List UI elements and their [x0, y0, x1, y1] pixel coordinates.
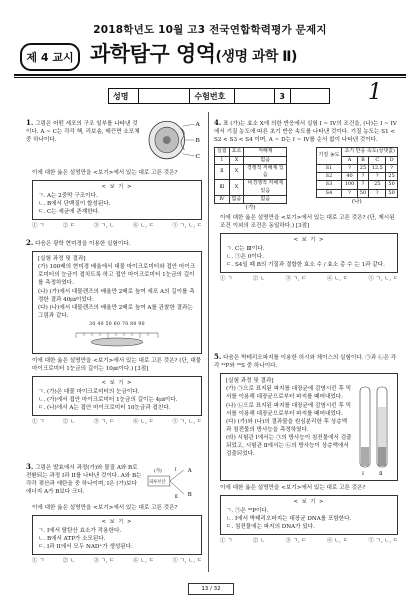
cell: 50	[386, 181, 398, 189]
choice-1[interactable]: ① ㄱ	[220, 538, 233, 545]
label-c: C	[195, 152, 200, 160]
q5-box-head: < 보 기 >	[293, 499, 325, 506]
cell: 비경쟁적 저해제 있음	[244, 180, 287, 196]
micrometer-figure	[38, 322, 196, 350]
cell: 없음	[229, 195, 244, 203]
choice-4[interactable]: ④ ㄴ, ㄷ	[326, 276, 348, 283]
diagram-a: A	[188, 468, 193, 475]
cell: ?	[357, 173, 369, 181]
diagram-pyruvate: 피루브산	[149, 479, 166, 485]
cell: ?	[386, 164, 398, 172]
top-rule	[14, 74, 406, 76]
choice-2[interactable]: ② ㄴ	[62, 418, 76, 425]
q3-options-box	[32, 515, 202, 555]
candidate-info-bar	[108, 88, 330, 104]
tube-ii-label: Ⅱ	[379, 471, 383, 478]
col-header: 실험	[215, 148, 230, 156]
column-divider	[208, 112, 209, 572]
cell: 없음	[244, 195, 287, 203]
q4-options-box	[220, 233, 398, 273]
choice-4[interactable]: ④ ㄴ, ㄷ	[132, 418, 154, 425]
col-header-top: 초기 반응 속도(상댓값)	[342, 148, 398, 156]
table-b	[316, 147, 398, 198]
q4-text: 표 (가)는 효소 X에 의한 반응에서 실험 I ~ IV의 조건을, (나)는 I ~ IV에서 기질 농도에 따른 초기 반응 속도를 나타낸 것이다. 기질 농도는 S1 < S2 < S3 < S4 이며, A ~ D는 I ~ IV를 순서 없이 나타낸 것이다.	[214, 121, 397, 144]
q1-options-box	[32, 180, 202, 220]
q1-ask: 이에 대한 옳은 설명만을 <보기>에서 있는 대로 고른 것은?	[32, 170, 178, 176]
cell: 없음	[244, 156, 287, 164]
q3-number: 3.	[26, 462, 34, 471]
cell: ?	[342, 164, 357, 172]
cell: 50	[386, 189, 398, 197]
choice-3[interactable]: ③ ㄱ, ㄷ	[93, 418, 115, 425]
cell: S2	[316, 173, 342, 181]
cell: Ⅰ	[215, 156, 230, 164]
q2-experiment-box	[32, 251, 202, 354]
q3-ask: 이에 대한 옳은 설명만을 <보기>에서 있는 대로 고른 것은?	[32, 505, 178, 511]
cell: 40	[342, 173, 357, 181]
q5-options-box	[220, 495, 398, 535]
q2-step-2: (나) (가)에서 대물렌즈의 배율만 2배로 높여 세포 A의 길이를 측정한 결과 40㎛이었다.	[38, 288, 195, 303]
q3-text: 그림은 발효에서 과정(가)와 물질 A와 B로 전환되는 과정 I과 II를 나타낸 것이다. A와 B는 각각 젖산과 에탄올 중 하나이며, I은 (가)보다 에너지 A가 B보다 크다.	[26, 465, 142, 496]
q4-item-3: ㄷ. S4일 때 B의 기질과 결합한 효소 수 / 효소 총 수 는 1과 같다.	[226, 262, 385, 269]
fermentation-diagram	[146, 462, 202, 502]
q5-exp-title: [실험 과정 및 결과]	[226, 378, 274, 385]
q2-text: 다음은 광학 현미경을 이용한 실험이다.	[35, 241, 131, 247]
q5-item-2: ㄴ. Ⅰ에서 박테리오파지는 대장균 DNA를 포함한다.	[226, 516, 352, 522]
cell: 25	[357, 164, 369, 172]
q5-step-1: (가) ㉠으로 표지된 파지를 대장균에 감염시킨 후 믹서를 이용해 대장균으로부터 파지를 떼어내었다.	[226, 386, 352, 401]
col-header: 기질 농도	[316, 148, 342, 165]
col-header: A	[342, 156, 357, 164]
q2-item-2: ㄴ. (가)에서 접안 마이크로미터 1눈금의 길이는 4㎛이다.	[38, 396, 178, 403]
choice-5[interactable]: ⑤ ㄱ, ㄴ, ㄷ	[172, 222, 202, 229]
choice-4[interactable]: ④ ㄴ, ㄷ	[326, 538, 348, 545]
cell: X	[229, 164, 244, 180]
exam-no-field[interactable]	[234, 88, 275, 104]
q5-choices	[214, 538, 398, 546]
q2-options-box	[32, 376, 202, 416]
cell: 25	[369, 181, 386, 189]
q1-box-head: < 보 기 >	[101, 184, 133, 191]
exam-no-rest[interactable]	[290, 88, 330, 104]
cell: ?	[369, 173, 386, 181]
q3-choices	[26, 558, 202, 566]
choice-5[interactable]: ⑤ ㄱ, ㄴ, ㄷ	[368, 538, 398, 545]
cell-structure-figure	[147, 118, 202, 166]
micrometer-scale: 30 40 50 60 70 80 90	[89, 322, 145, 328]
choice-3[interactable]: ③ ㄱ, ㄷ	[285, 538, 307, 545]
choice-2[interactable]: ② ㄴ	[62, 557, 76, 564]
q5-experiment-box	[220, 373, 398, 481]
choice-3[interactable]: ③ ㄱ, ㄴ	[93, 222, 115, 229]
exam-no-digit: 3	[274, 88, 290, 104]
choice-1[interactable]: ① ㄱ	[220, 276, 233, 283]
q4-item-2: ㄴ. ㉠은 0이다.	[226, 254, 264, 261]
cell: S3	[316, 181, 342, 189]
q5-number: 5.	[214, 352, 222, 361]
name-label: 성명	[108, 88, 138, 104]
col-header: B	[357, 156, 369, 164]
q5-step-4: (라) 시험관 Ⅰ에서는 ㉠의 방사능이 침전물에서 검출되었고, 시험관 Ⅱ에서는 ㉡의 방사능이 상층액에서 검출되었다.	[226, 435, 352, 458]
choice-1[interactable]: ① ㄱ	[32, 557, 45, 564]
choice-5[interactable]: ⑤ ㄱ, ㄴ, ㄷ	[172, 418, 202, 425]
cell: 12.5	[369, 164, 386, 172]
q1-item-1: ㄱ. A는 2중막 구조이다.	[38, 192, 98, 199]
subject-name: 과학탐구 영역	[90, 42, 216, 66]
exam-title: 2018학년도 10월 고3 전국연합학력평가 문제지	[93, 24, 327, 36]
choice-2[interactable]: ② ㄴ	[252, 538, 266, 545]
cell: Ⅳ	[215, 195, 230, 203]
cell: ?	[342, 189, 357, 197]
q4-number: 4.	[214, 118, 222, 127]
question-3	[26, 462, 202, 566]
q2-ask: 이에 대한 옳은 설명만을 <보기>에서 있는 대로 고른 것은? (단, 대물 마이크로미터 1눈금의 길이는 10㎛이다.) [3점]	[32, 357, 202, 372]
diagram-step-ga: (가)	[154, 469, 163, 475]
cell: 25	[386, 173, 398, 181]
cell: 100	[342, 181, 357, 189]
cell: S1	[316, 164, 342, 172]
cell: ?	[357, 181, 369, 189]
q2-item-3: ㄷ. (나)에서 A는 접안 마이크로미터 10눈금과 겹친다.	[38, 404, 171, 411]
exam-no-label: 수험번호	[189, 88, 233, 104]
choice-5[interactable]: ⑤ ㄱ, ㄴ, ㄷ	[172, 557, 202, 564]
diagram-i: Ⅰ	[175, 468, 177, 474]
q4-box-head: < 보 기 >	[293, 237, 325, 244]
cell: Ⅲ	[215, 180, 230, 196]
cell: X	[229, 156, 244, 164]
col-header: 저해제	[244, 148, 287, 156]
cell: X	[229, 180, 244, 196]
choice-1[interactable]: ① ㄱ	[32, 418, 45, 425]
q1-text: 그림은 어떤 세포의 구조 일부를 나타낸 것이다. A ~ C는 각각 핵, 리보솜, 매끈면 소포체 중 하나이다.	[26, 121, 140, 144]
choice-3[interactable]: ③ ㄱ, ㄷ	[285, 276, 307, 283]
test-tube-figure	[356, 377, 392, 477]
tube-i-label: Ⅰ	[362, 471, 364, 478]
table-a	[214, 147, 287, 204]
q2-step-3: (다) (나)에서 대물렌즈의 배율만 2배로 높여 A를 관찰한 결과는 그림과 같다.	[38, 304, 193, 319]
diagram-ii: Ⅱ	[175, 494, 179, 500]
table-a-label: (가)	[245, 205, 256, 212]
q5-item-3: ㄷ. 침전물에는 파지의 DNA가 있다.	[226, 524, 315, 531]
q4-choices	[214, 276, 398, 284]
diagram-b: B	[188, 491, 193, 498]
page-number: 1	[368, 80, 382, 105]
q1-item-2: ㄴ. B에서 단백질이 합성된다.	[38, 200, 111, 207]
q5-item-1: ㄱ. ㉠은 ³²P이다.	[226, 507, 269, 514]
q5-ask: 이에 대한 옳은 설명만을 <보기>에서 있는 대로 고른 것은?	[220, 485, 366, 492]
choice-4[interactable]: ④ ㄴ, ㄷ	[132, 222, 154, 229]
question-4	[214, 118, 398, 284]
q5-step-3: (다) (가)와 (나)의 결과물을 원심분리한 후 상층액과 침전물의 방사능을 측정하였다.	[226, 418, 348, 433]
subject-sub: (생명 과학 Ⅱ)	[215, 49, 297, 65]
cell: S4	[316, 189, 342, 197]
col-header: D	[386, 156, 398, 164]
q2-step-1: (가) 100배의 현미경 배율에서 대물 마이크로미터와 접안 마이크로미터의 눈금이 겹치도록 하고 접안 마이크로미터 1눈금의 길이를 측정하였다.	[38, 264, 196, 287]
choice-1[interactable]: ① ㄱ	[32, 222, 45, 229]
choice-2[interactable]: ② ㄷ	[62, 222, 76, 229]
q4-item-1: ㄱ. C는 Ⅲ이다.	[226, 245, 265, 252]
subject-title	[90, 38, 297, 68]
cell: Ⅱ	[215, 164, 230, 180]
q3-item-3: ㄷ. I과 II에서 모두 NAD⁺가 생성된다.	[38, 543, 133, 550]
name-field[interactable]	[138, 88, 189, 104]
choice-4[interactable]: ④ ㄴ, ㄷ	[132, 557, 154, 564]
q2-item-1: ㄱ. (가)은 대물 마이크로미터의 눈금이다.	[38, 388, 140, 395]
top-rule-thin	[14, 77, 406, 78]
q2-box-head: < 보 기 >	[101, 380, 133, 386]
q2-number: 2.	[26, 238, 34, 247]
cell: 50	[357, 189, 369, 197]
session-badge: 제 4 교시	[20, 43, 80, 71]
q2-choices	[26, 419, 202, 427]
col-header: 효소	[229, 148, 244, 156]
q3-item-2: ㄴ. B에서 ATP가 소모된다.	[38, 535, 106, 542]
question-1	[26, 118, 202, 231]
choice-5[interactable]: ⑤ ㄱ, ㄴ, ㄷ	[368, 276, 398, 283]
q3-box-head: < 보 기 >	[101, 519, 133, 526]
q1-choices	[26, 223, 202, 231]
label-a: A	[195, 121, 200, 129]
q1-item-3: ㄷ. C는 세균에 존재한다.	[38, 208, 100, 215]
col-header: C	[369, 156, 386, 164]
choice-3[interactable]: ③ ㄱ, ㄷ	[93, 557, 115, 564]
choice-2[interactable]: ② ㄴ	[252, 276, 266, 283]
q1-number: 1.	[26, 118, 34, 127]
page-footer: 13 / 32	[188, 583, 234, 595]
q2-exp-title: [실험 과정 및 결과]	[38, 256, 86, 263]
table-b-label: (나)	[351, 198, 362, 205]
micrometer-svg	[72, 329, 162, 347]
q5-text: 다음은 박테리오파지를 이용한 허시와 체이스의 실험이다. ㉠과 ㉡은 각각 ³²P와 ³⁵S 중 하나이다.	[214, 355, 397, 370]
cell: ?	[369, 189, 386, 197]
cell: 경쟁적 저해제 있음	[244, 164, 287, 180]
q3-item-1: ㄱ. I에서 탈탄산 효소가 작용한다.	[38, 527, 122, 534]
question-2	[26, 238, 202, 427]
label-b: B	[195, 137, 200, 144]
q4-ask: 이에 대한 옳은 설명만을 <보기>에서 있는 대로 고른 것은? (단, 제시된 조건 이외의 조건은 동일하다.) [3점]	[220, 215, 395, 230]
q5-step-2: (나) ㉡으로 표지된 파지를 대장균에 감염시킨 후 믹서를 이용해 대장균으로부터 파지를 떼어내었다.	[226, 402, 352, 417]
question-5	[214, 352, 398, 546]
